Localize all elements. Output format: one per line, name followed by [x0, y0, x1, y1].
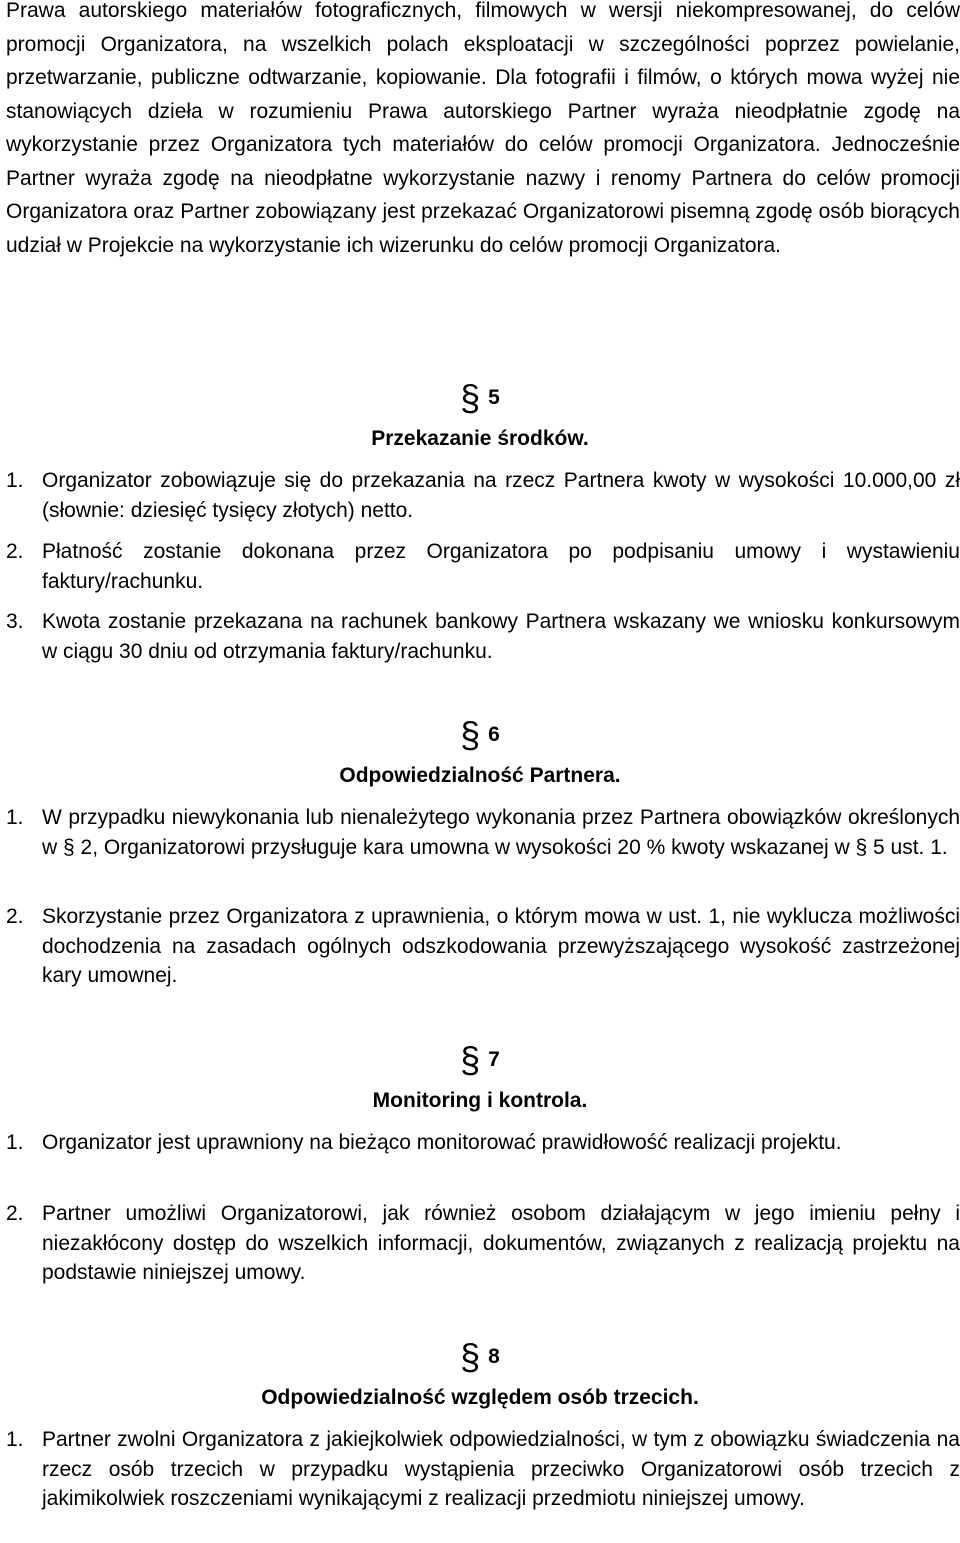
section-5-item-2: [6, 537, 960, 596]
section-6-title: Odpowiedzialność Partnera.: [339, 764, 621, 787]
section-5-title: Przekazanie środków.: [371, 427, 589, 450]
item-text: Płatność zostanie dokonana przez Organizatora po podpisaniu umowy i wystawieniu faktury/rachunku.: [42, 540, 960, 593]
item-text: Organizator zobowiązuje się do przekazania na rzecz Partnera kwoty w wysokości 10.000,00 zł (słownie: dziesięć tysięcy złotych) netto.: [42, 469, 960, 522]
section-number: 5: [488, 386, 500, 409]
section-sign: §: [460, 1039, 481, 1080]
item-text: Organizator jest uprawniony na bieżąco monitorować prawidłowość realizacji projektu.: [42, 1131, 842, 1154]
section-5-item-1: [6, 466, 960, 525]
section-6-item-1: [6, 803, 960, 862]
section-8-title: Odpowiedzialność względem osób trzecich.: [261, 1386, 699, 1409]
section-number: 6: [488, 723, 500, 746]
section-number: 8: [488, 1345, 500, 1368]
section-7-title: Monitoring i kontrola.: [372, 1089, 588, 1112]
item-text: Skorzystanie przez Organizatora z uprawnienia, o którym mowa w ust. 1, nie wyklucza możliwości dochodzenia na zasadach ogólnych odszkodowania przewyższającego wysokość zastrzeżonej kary umownej.: [42, 905, 960, 987]
section-6-item-2: [6, 902, 960, 991]
section-8-item-1: [6, 1425, 960, 1514]
section-5-number: [0, 377, 960, 418]
section-8-number: [0, 1336, 960, 1377]
intro-paragraph: Prawa autorskiego materiałów fotograficznych, filmowych w wersji niekompresowanej, do celów promocji Organizatora, na wszelkich polach eksploatacji w szczególności poprzez powielanie, przetwarzanie, publiczne odtwarzanie, kopiowanie. Dla fotografii i filmów, o których mowa wyżej nie stanowiących dzieła w rozumieniu Prawa autorskiego Partner wyraża nieodpłatnie zgodę na wykorzystanie przez Organizatora tych materiałów do celów promocji Organizatora. Jednocześnie Partner wyraża zgodę na nieodpłatne wykorzystanie nazwy i renomy Partnera do celów promocji Organizatora oraz Partner zobowiązany jest przekazać Organizatorowi pisemną zgodę osób biorących udział w Projekcie na wykorzystanie ich wizerunku do celów promocji Organizatora.: [6, 0, 960, 257]
item-text: W przypadku niewykonania lub nienależytego wykonania przez Partnera obowiązków określonych w § 2, Organizatorowi przysługuje kara umowna w wysokości 20 % kwoty wskazanej w § 5 ust. 1.: [42, 806, 960, 859]
section-6-number: [0, 714, 960, 755]
item-number: 3.: [6, 610, 24, 633]
item-number: 1.: [6, 469, 24, 492]
item-number: 2.: [6, 540, 24, 563]
item-text: Partner zwolni Organizatora z jakiejkolwiek odpowiedzialności, w tym z obowiązku świadczenia na rzecz osób trzecich w przypadku wystąpienia przeciwko Organizatorowi osób trzecich z jakimikolwiek roszczeniami wynikającymi z realizacji przedmiotu niniejszej umowy.: [42, 1428, 960, 1510]
section-5-item-3: [6, 607, 960, 666]
item-text: Kwota zostanie przekazana na rachunek bankowy Partnera wskazany we wniosku konkursowym w ciągu 30 dniu od otrzymania faktury/rachunku.: [42, 610, 960, 663]
section-number: 7: [488, 1048, 500, 1071]
item-number: 2.: [6, 1202, 24, 1225]
section-7-item-1: [6, 1128, 960, 1158]
item-number: 1.: [6, 1131, 24, 1154]
section-7-item-2: [6, 1199, 960, 1288]
section-sign: §: [460, 714, 481, 755]
item-number: 1.: [6, 806, 24, 829]
item-text: Partner umożliwi Organizatorowi, jak również osobom działającym w jego imieniu pełny i niezakłócony dostęp do wszelkich informacji, dokumentów, związanych z realizacją projektu na podstawie niniejszej umowy.: [42, 1202, 960, 1284]
item-number: 2.: [6, 905, 24, 928]
item-number: 1.: [6, 1428, 24, 1451]
section-sign: §: [460, 377, 481, 418]
section-7-number: [0, 1039, 960, 1080]
section-sign: §: [460, 1336, 481, 1377]
